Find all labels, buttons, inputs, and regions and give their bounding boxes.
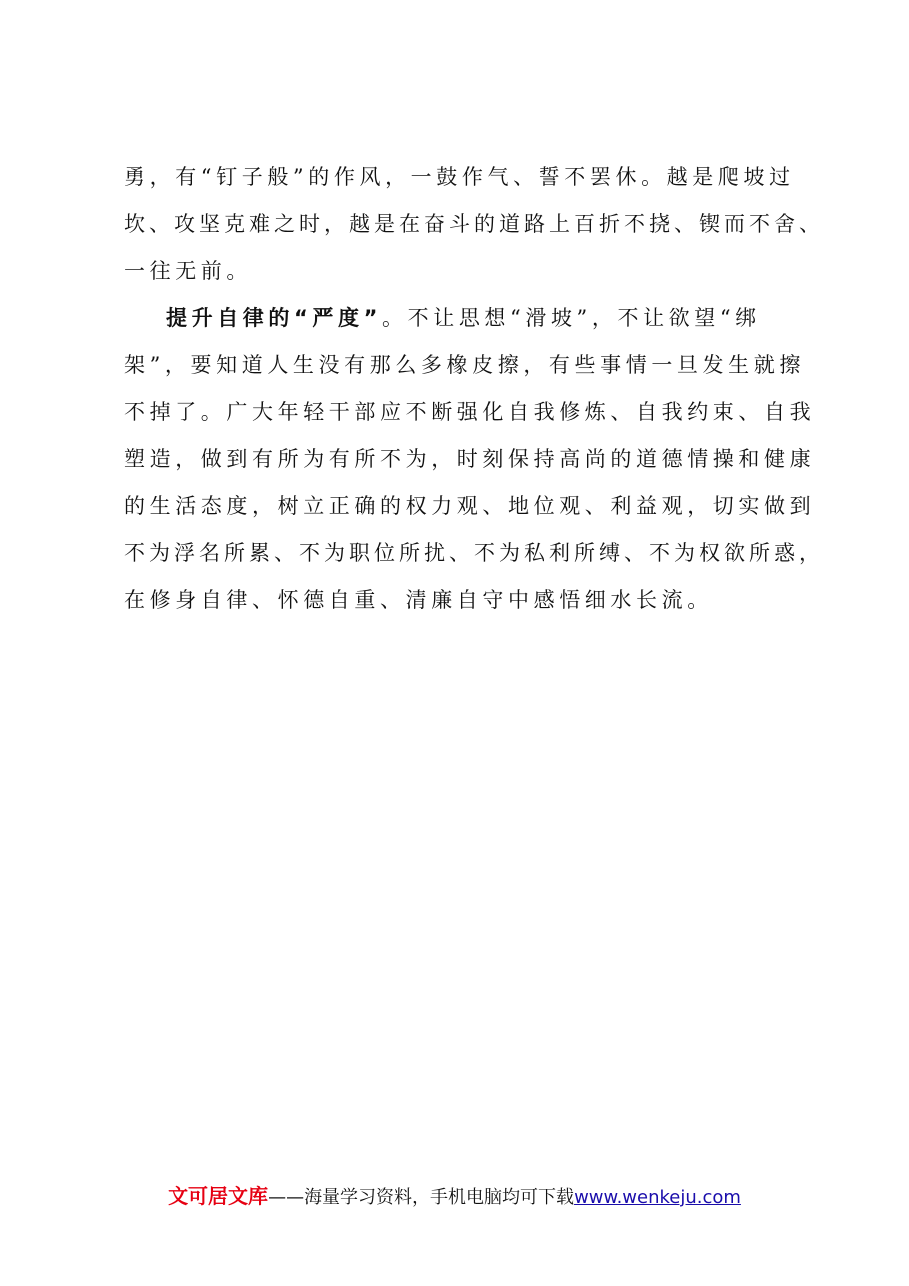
paragraph-2-line-1 (124, 295, 824, 342)
footer-tagline: ——海量学习资料，手机电脑均可下载 (268, 1187, 575, 1208)
page-footer (0, 1182, 909, 1212)
paragraph-1-line-1: 勇，有“钉子般”的作风，一鼓作气、誓不罢休。越是爬坡过 (124, 165, 795, 189)
paragraph-1-line-3: 一往无前。 (124, 259, 252, 283)
document-body (124, 154, 824, 624)
paragraph-2 (124, 295, 824, 624)
paragraph-2-line-3: 不掉了。广大年轻干部应不断强化自我修炼、自我约束、自我 (124, 400, 816, 424)
paragraph-2-heading: 提升自律的“严度” (166, 306, 383, 330)
footer-url-link[interactable]: www.wenkeju.com (574, 1187, 741, 1208)
paragraph-2-line-7: 在修身自律、怀德自重、清廉自守中感悟细水长流。 (124, 588, 713, 612)
paragraph-2-line-4: 塑造，做到有所为有所不为，时刻保持高尚的道德情操和健康 (124, 447, 816, 471)
paragraph-1 (124, 154, 824, 295)
paragraph-2-line-2: 架”，要知道人生没有那么多橡皮擦，有些事情一旦发生就擦 (124, 353, 805, 377)
paragraph-1-line-2: 坎、攻坚克难之时，越是在奋斗的道路上百折不挠、锲而不舍、 (124, 212, 824, 236)
paragraph-2-line-6: 不为浮名所累、不为职位所扰、不为私利所缚、不为权欲所惑， (124, 541, 824, 565)
footer-brand: 文可居文库 (168, 1184, 269, 1208)
paragraph-2-line-5: 的生活态度，树立正确的权力观、地位观、利益观，切实做到 (124, 494, 816, 518)
paragraph-2-line-1-text: 。不让思想“滑坡”，不让欲望“绑 (382, 306, 761, 330)
